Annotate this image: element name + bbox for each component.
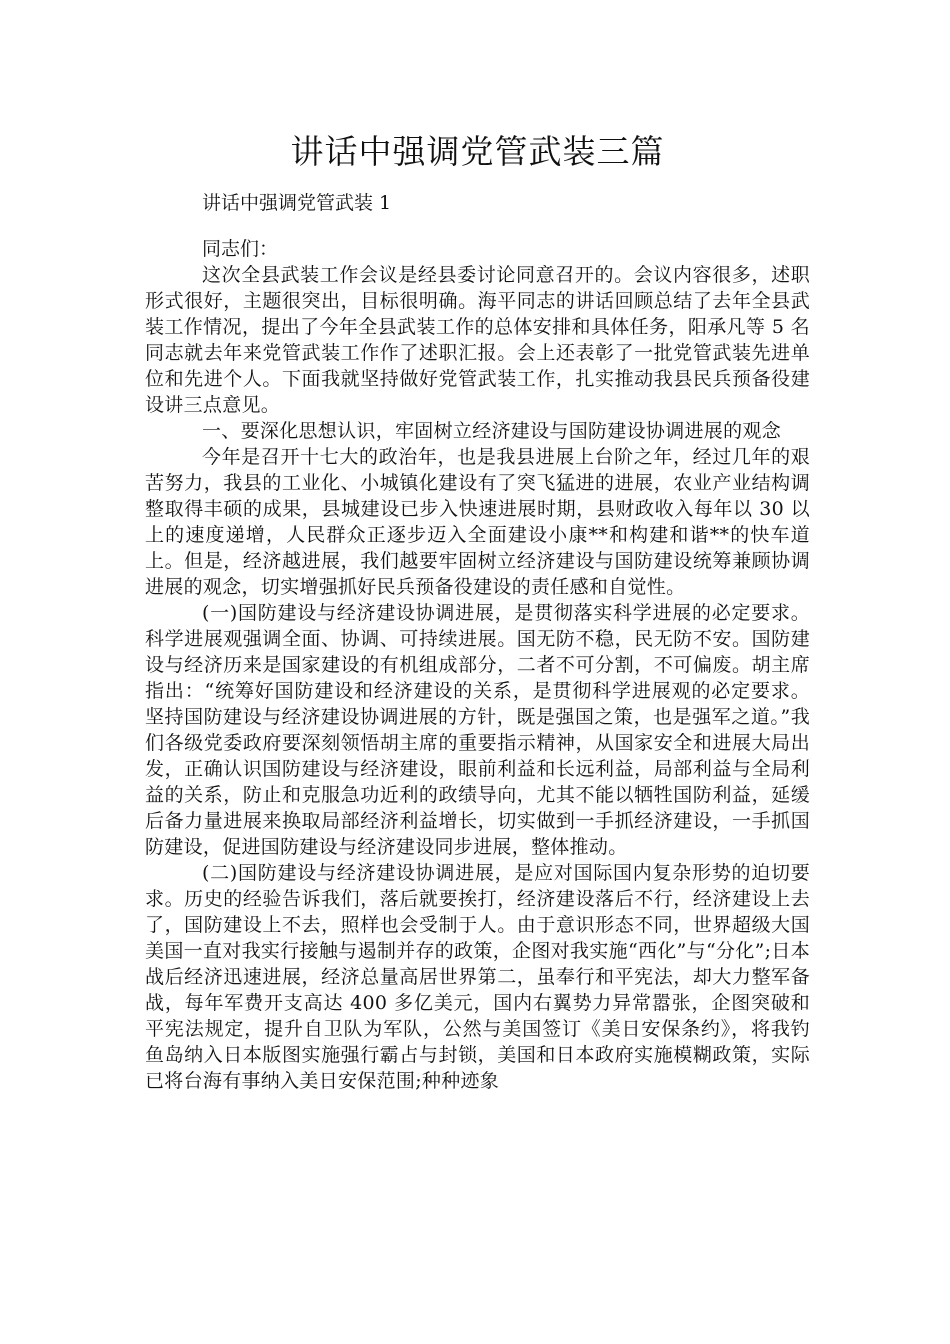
salutation: 同志们： (202, 238, 279, 260)
document-page (145, 128, 810, 1094)
paragraph-intro: 这次全县武装工作会议是经县委讨论同意召开的。会议内容很多，述职形式很好，主题很突出，目标很明确。海平同志的讲话回顾总结了去年全县武装工作情况，提出了今年全县武装工作的总体安排和具体任务，阳承凡等 5 名同志就去年来党管武装工作作了述职汇报。会上还表彰了一批党管武装先进单位和先进个人。下面我就坚持做好党管武装工作，扎实推动我县民兵预备役建设讲三点意见。 (145, 264, 810, 416)
paragraph-section-1: 今年是召开十七大的政治年，也是我县进展上台阶之年，经过几年的艰苦努力，我县的工业化、小城镇化建设有了突飞猛进的进展，农业产业结构调整取得丰硕的成果，县城建设已步入快速进展时期，县财政收入每年以 30 以上的速度递增，人民群众正逐步迈入全面建设小康**和构建和谐**的快车道上。但是，经济越进展，我们越要牢固树立经济建设与国防建设统筹兼顾协调进展的观念，切实增强抓好民兵预备役建设的责任感和自觉性。 (145, 446, 810, 598)
paragraph-point-2: (二)国防建设与经济建设协调进展，是应对国际国内复杂形势的迫切要求。历史的经验告诉我们，落后就要挨打，经济建设落后不行，经济建设上去了，国防建设上不去，照样也会受制于人。由于意识形态不同，世界超级大国美国一直对我实行接触与遏制并存的政策，企图对我实施“西化”与“分化”;日本战后经济迅速进展，经济总量高居世界第二，虽奉行和平宪法，却大力整军备战，每年军费开支高达 400 多亿美元，国内右翼势力异常嚣张，企图突破和平宪法规定，提升自卫队为军队，公然与美国签订《美日安保条约》，将我钓鱼岛纳入日本版图实施强行霸占与封锁，美国和日本政府实施模糊政策，实际已将台海有事纳入美日安保范围;种种迹象 (145, 862, 810, 1092)
document-subtitle: 讲话中强调党管武装 1 (202, 192, 392, 214)
section-heading-1: 一、要深化思想认识，牢固树立经济建设与国防建设协调进展的观念 (202, 420, 782, 442)
document-title: 讲话中强调党管武装三篇 (290, 132, 665, 171)
paragraph-point-1: (一)国防建设与经济建设协调进展，是贯彻落实科学进展的必定要求。科学进展观强调全面、协调、可持续进展。国无防不稳，民无防不安。国防建设与经济历来是国家建设的有机组成部分，二者不可分割，不可偏废。胡主席指出：“统筹好国防建设和经济建设的关系，是贯彻科学进展观的必定要求。坚持国防建设与经济建设协调进展的方针，既是强国之策，也是强军之道。”我们各级党委政府要深刻领悟胡主席的重要指示精神，从国家安全和进展大局出发，正确认识国防建设与经济建设，眼前利益和长远利益，局部利益与全局利益的关系，防止和克服急功近利的政绩导向，尤其不能以牺牲国防利益，延缓后备力量进展来换取局部经济利益增长，切实做到一手抓经济建设，一手抓国防建设，促进国防建设与经济建设同步进展，整体推动。 (145, 602, 810, 858)
